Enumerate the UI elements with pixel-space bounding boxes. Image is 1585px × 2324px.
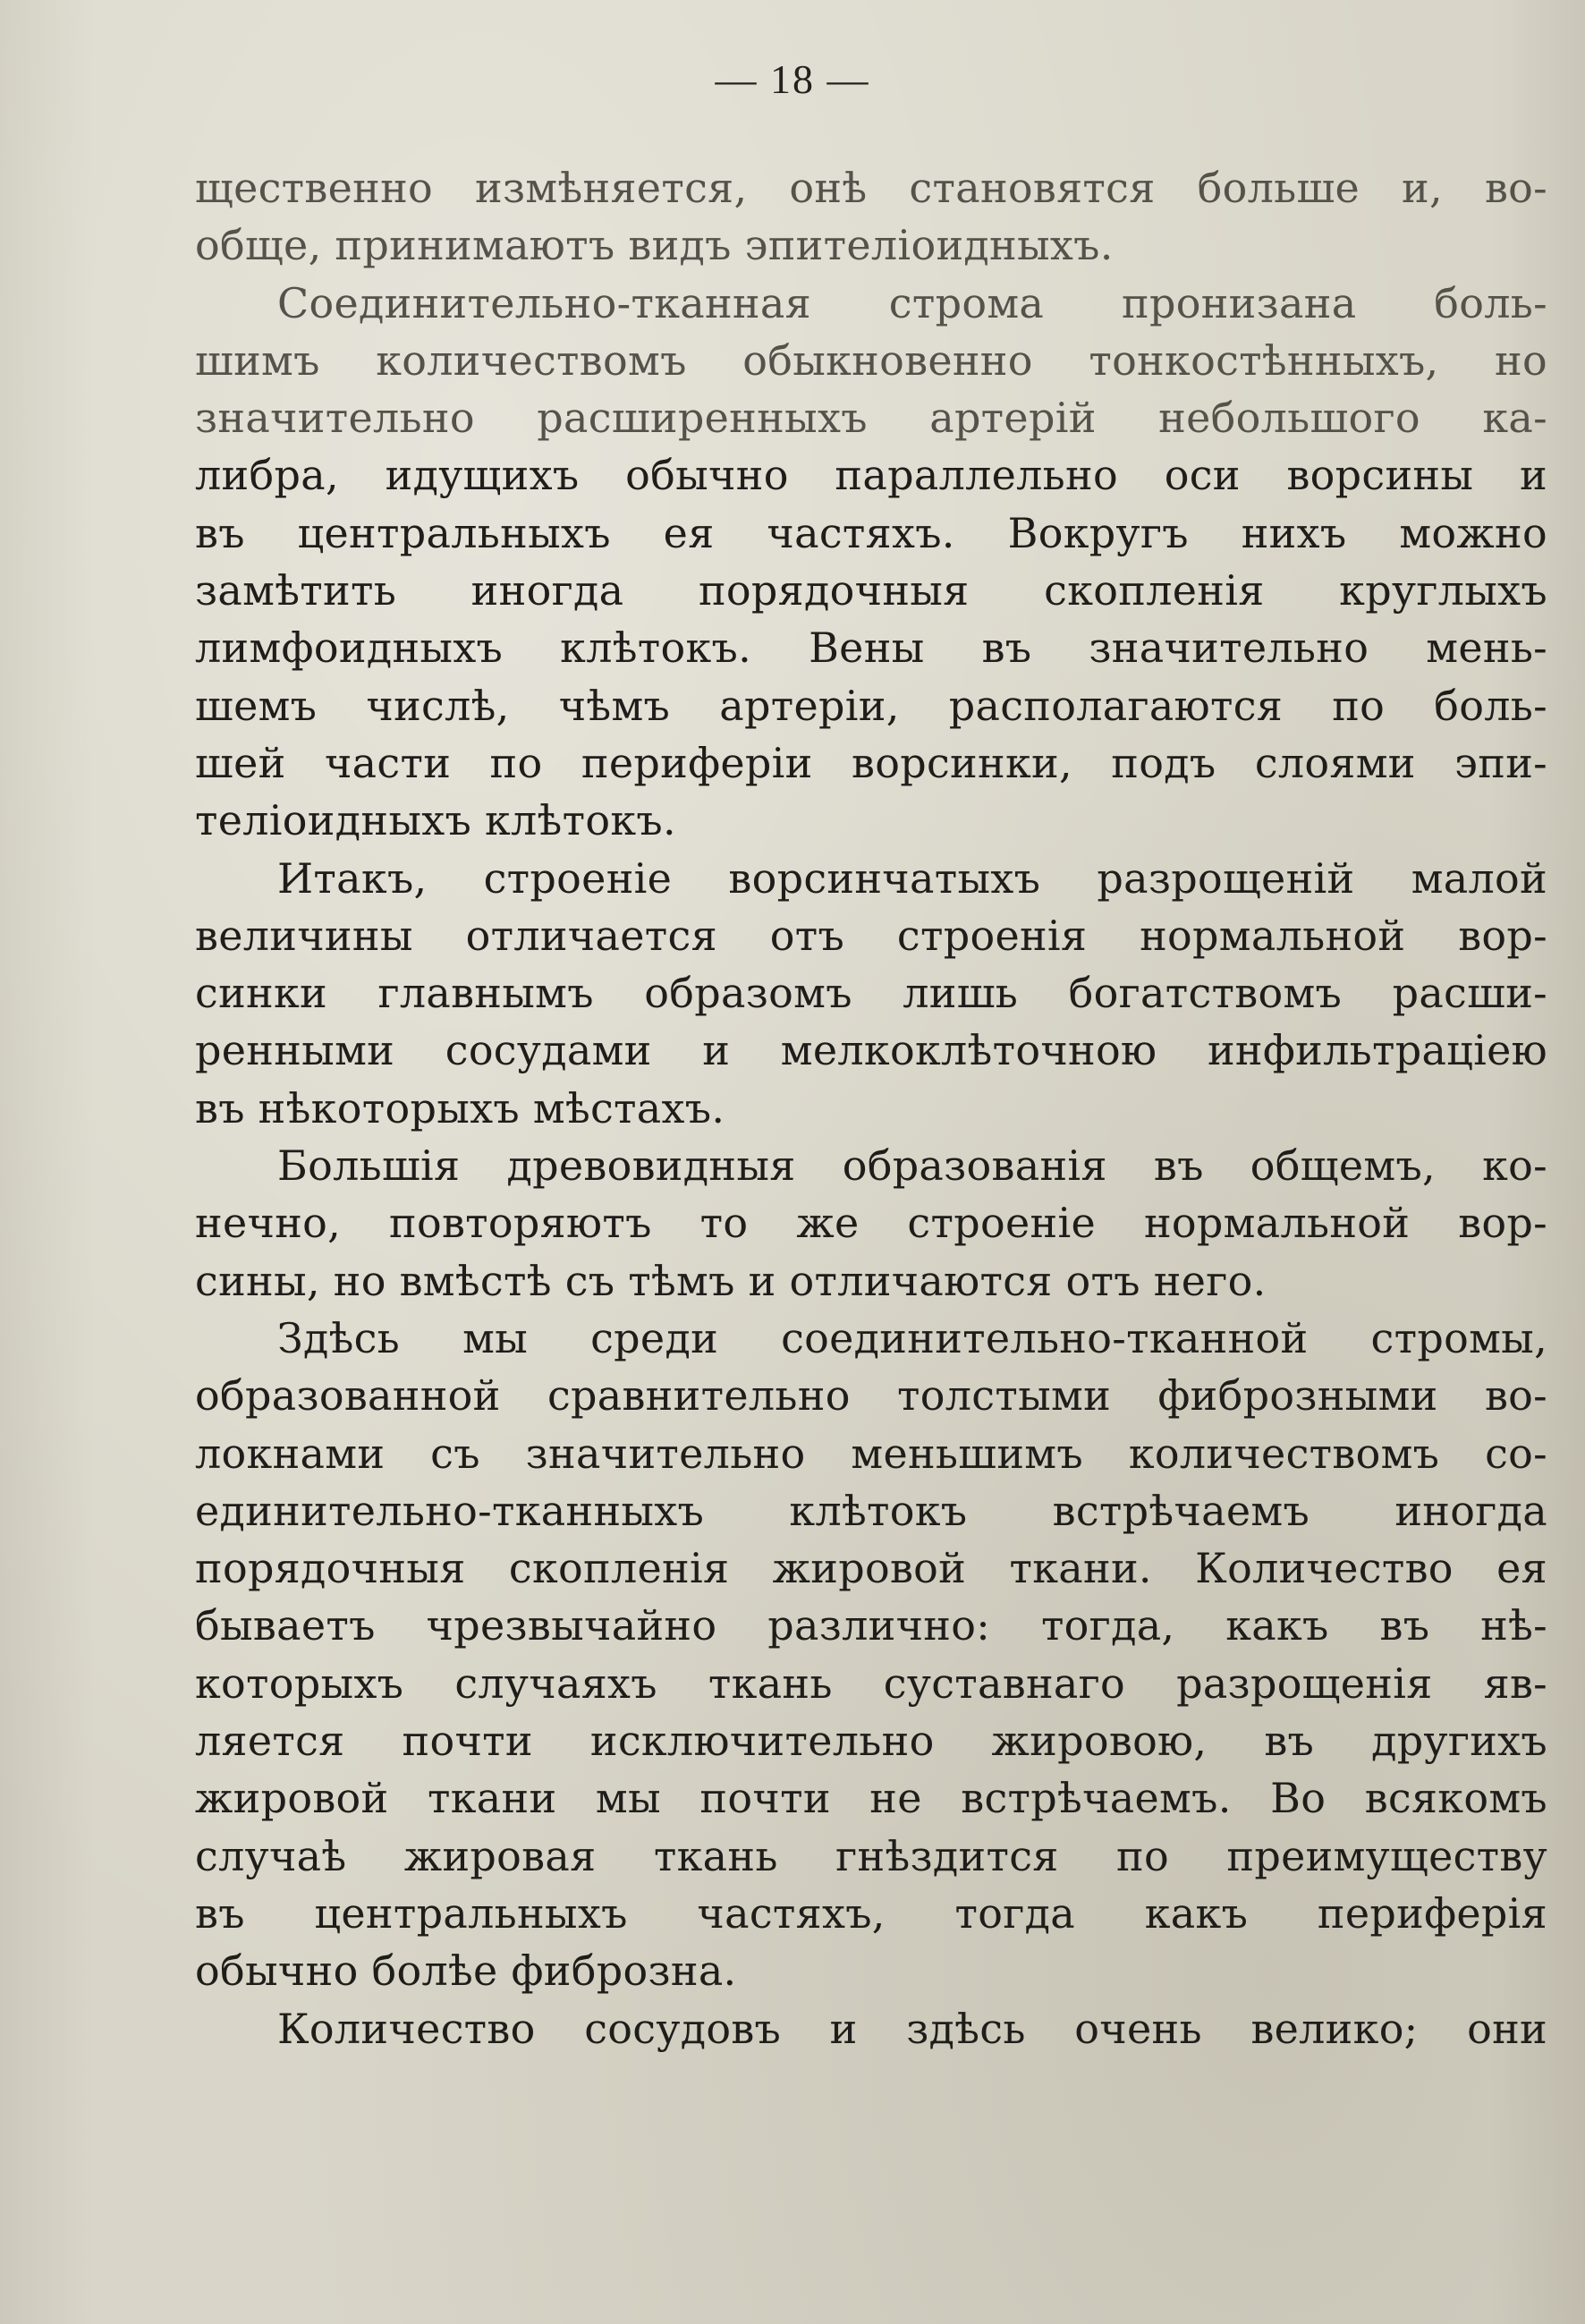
page-number: — 18 — — [715, 56, 870, 102]
paragraph — [195, 275, 1547, 850]
paragraph — [195, 1310, 1547, 2000]
text-line: величины отличается отъ строенія нормальной вор- — [195, 911, 1547, 960]
text-line: жировой ткани мы почти не встрѣчаемъ. Во всякомъ — [195, 1774, 1547, 1823]
text-line: образованной сравнительно толстыми фиброзными во- — [195, 1371, 1547, 1421]
text-line: Количество сосудовъ и здѣсь очень велико; они — [277, 2004, 1547, 2053]
text-line: Итакъ, строеніе ворсинчатыхъ разрощеній малой — [277, 853, 1547, 903]
paragraph — [195, 1137, 1547, 1310]
text-line: въ центральныхъ частяхъ, тогда какъ периферія — [195, 1888, 1547, 1938]
text-line: Большія древовидныя образованія въ общемъ, ко- — [277, 1141, 1547, 1191]
paragraph — [195, 2000, 1547, 2057]
text-line: лимфоидныхъ клѣтокъ. Вены въ значительно мень- — [195, 623, 1547, 673]
text-line: теліоидныхъ клѣтокъ. — [195, 796, 676, 845]
text-line: шей части по периферіи ворсинки, подъ слоями эпи- — [195, 738, 1547, 787]
text-line: бываетъ чрезвычайно различно: тогда, какъ въ нѣ- — [195, 1601, 1547, 1650]
text-line: Соединительно-тканная строма пронизана боль- — [277, 278, 1547, 327]
text-line: ляется почти исключительно жировою, въ другихъ — [195, 1717, 1547, 1766]
paragraph — [195, 850, 1547, 1137]
text-line: единительно-тканныхъ клѣтокъ встрѣчаемъ иногда — [195, 1486, 1547, 1535]
text-line: локнами съ значительно меньшимъ количествомъ со- — [195, 1429, 1547, 1478]
text-line: обычно болѣе фиброзна. — [195, 1947, 737, 1996]
text-line: въ нѣкоторыхъ мѣстахъ. — [195, 1083, 725, 1132]
paragraph — [195, 159, 1547, 275]
text-line: которыхъ случаяхъ ткань суставнаго разрощенія яв- — [195, 1658, 1547, 1708]
text-line: порядочныя скопленія жировой ткани. Количество ея — [195, 1544, 1547, 1593]
text-line: шимъ количествомъ обыкновенно тонкостѣнныхъ, но — [195, 335, 1547, 385]
text-line: случаѣ жировая ткань гнѣздится по преимуществу — [195, 1831, 1547, 1880]
text-line: сины, но вмѣстѣ съ тѣмъ и отличаются отъ него. — [195, 1256, 1267, 1305]
text-line: ренными сосудами и мелкоклѣточною инфильтраціею — [195, 1026, 1547, 1075]
text-line: синки главнымъ образомъ лишь богатствомъ расши- — [195, 969, 1547, 1018]
text-line: въ центральныхъ ея частяхъ. Вокругъ нихъ можно — [195, 508, 1547, 557]
text-line: нечно, повторяютъ то же строеніе нормальной вор- — [195, 1199, 1547, 1248]
text-line: обще, принимаютъ видъ эпителіоидныхъ. — [195, 221, 1114, 270]
text-line: щественно измѣняется, онѣ становятся больше и, во- — [195, 164, 1547, 212]
text-line: Здѣсь мы среди соединительно-тканной стромы, — [277, 1313, 1547, 1362]
body-text — [195, 159, 1547, 2057]
text-line: шемъ числѣ, чѣмъ артеріи, располагаются по боль- — [195, 681, 1547, 730]
text-line: замѣтить иногда порядочныя скопленія круглыхъ — [195, 566, 1547, 615]
text-line: значительно расширенныхъ артерій небольшого ка- — [195, 394, 1547, 443]
text-line: либра, идущихъ обычно параллельно оси ворсины и — [195, 451, 1547, 500]
